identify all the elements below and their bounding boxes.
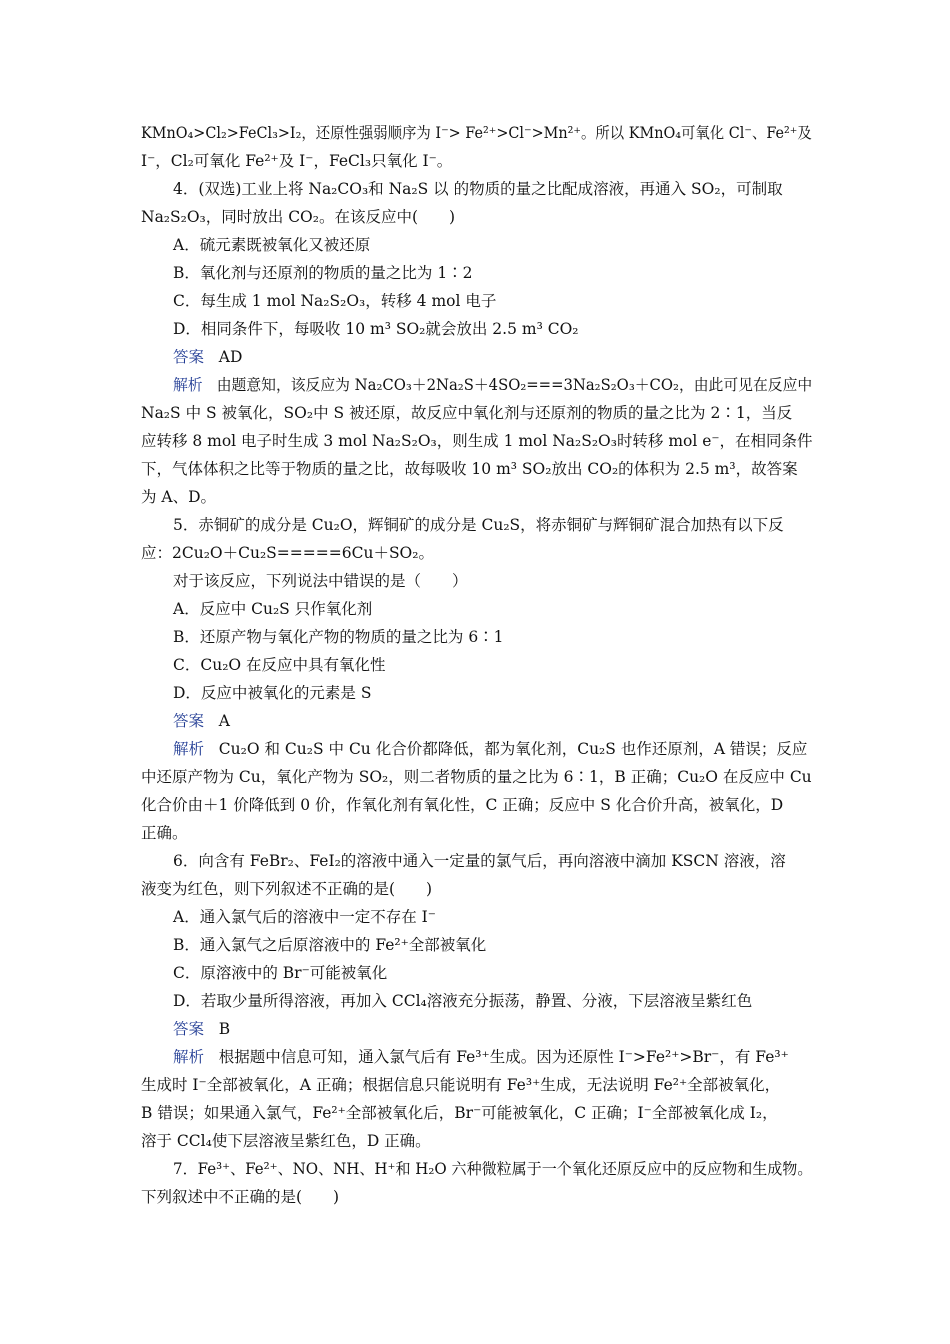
question-6-option-b: B．通入氯气之后原溶液中的 Fe²⁺全部被氧化 bbox=[173, 936, 487, 954]
question-5-option-c: C．Cu₂O 在反应中具有氧化性 bbox=[173, 656, 386, 674]
question-5-prompt: 对于该反应，下列说法中错误的是（ ） bbox=[173, 572, 468, 590]
question-6-stem: 6．向含有 FeBr₂、FeI₂的溶液中通入一定量的氯气后，再向溶液中滴加 KSCN 溶液，溶 bbox=[173, 852, 786, 870]
question-5-option-a: A．反应中 Cu₂S 只作氧化剂 bbox=[173, 600, 373, 618]
analysis-label: 解析 bbox=[173, 740, 205, 758]
question-4-stem-cont: Na₂S₂O₃，同时放出 CO₂。在该反应中( ) bbox=[141, 208, 456, 226]
answer-label: 答案 bbox=[173, 1020, 205, 1038]
analysis-label: 解析 bbox=[173, 376, 203, 394]
text-line: 下，气体体积之比等于物质的量之比，故每吸收 10 m³ SO₂放出 CO₂的体积为 2.5 m³，故答案 bbox=[141, 460, 798, 478]
question-5-stem: 5．赤铜矿的成分是 Cu₂O，辉铜矿的成分是 Cu₂S，将赤铜矿与辉铜矿混合加热有以下反 bbox=[173, 516, 784, 534]
question-5-analysis bbox=[173, 739, 807, 759]
analysis-label: 解析 bbox=[173, 1048, 205, 1066]
text-line: 中还原产物为 Cu，氧化产物为 SO₂，则二者物质的量之比为 6∶1，B 正确；Cu₂O 在反应中 Cu bbox=[141, 768, 812, 786]
question-6-analysis bbox=[173, 1047, 789, 1067]
analysis-text: 由题意知，该反应为 Na₂CO₃＋2Na₂S＋4SO₂===3Na₂S₂O₃＋CO₂，由此可见在反应中 bbox=[216, 376, 813, 394]
question-6-option-c: C．原溶液中的 Br⁻可能被氧化 bbox=[173, 964, 388, 982]
question-7-stem-cont: 下列叙述中不正确的是( ) bbox=[141, 1188, 340, 1206]
question-4-answer bbox=[173, 347, 242, 367]
text-line: 正确。 bbox=[141, 824, 188, 842]
question-5-equation: 应：2Cu₂O＋Cu₂S=====6Cu＋SO₂。 bbox=[141, 544, 434, 562]
analysis-text: Cu₂O 和 Cu₂S 中 Cu 化合价都降低，都为氧化剂，Cu₂S 也作还原剂，A 错误；反应 bbox=[218, 740, 808, 758]
text-line: Na₂S 中 S 被氧化，SO₂中 S 被还原，故反应中氧化剂与还原剂的物质的量之比为 2∶1，当反 bbox=[141, 404, 793, 422]
text-line: KMnO₄>Cl₂>FeCl₃>I₂，还原性强弱顺序为 I⁻> Fe²⁺>Cl⁻>Mn²⁺。所以 KMnO₄可氧化 Cl⁻、Fe²⁺及 bbox=[141, 124, 812, 142]
question-4-option-b: B．氧化剂与还原剂的物质的量之比为 1∶2 bbox=[173, 264, 473, 282]
question-5-option-b: B．还原产物与氧化产物的物质的量之比为 6∶1 bbox=[173, 628, 504, 646]
answer-value: A bbox=[218, 712, 230, 730]
question-4-analysis bbox=[173, 375, 812, 395]
text-line: 生成时 I⁻全部被氧化，A 正确；根据信息只能说明有 Fe³⁺生成，无法说明 Fe²⁺全部被氧化， bbox=[141, 1076, 781, 1094]
question-6-stem-cont: 液变为红色，则下列叙述不正确的是( ) bbox=[141, 880, 433, 898]
text-line: 化合价由＋1 价降低到 0 价，作氧化剂有氧化性，C 正确；反应中 S 化合价升高，被氧化，D bbox=[141, 796, 784, 814]
question-5-option-d: D．反应中被氧化的元素是 S bbox=[173, 684, 372, 702]
question-6-option-d: D．若取少量所得溶液，再加入 CCl₄溶液充分振荡，静置、分液，下层溶液呈紫红色 bbox=[173, 992, 753, 1010]
text-line: B 错误；如果通入氯气，Fe²⁺全部被氧化后，Br⁻可能被氧化，C 正确；I⁻全部被氧化成 I₂， bbox=[141, 1104, 778, 1122]
text-line: I⁻，Cl₂可氧化 Fe²⁺及 I⁻，FeCl₃只氧化 I⁻。 bbox=[141, 152, 453, 170]
question-5-answer bbox=[173, 711, 230, 731]
question-4-stem: 4．(双选)工业上将 Na₂CO₃和 Na₂S 以 的物质的量之比配成溶液，再通入 SO₂，可制取 bbox=[173, 180, 783, 198]
question-4-option-a: A．硫元素既被氧化又被还原 bbox=[173, 236, 371, 254]
question-7-stem: 7．Fe³⁺、Fe²⁺、NO、NH、H⁺和 H₂O 六种微粒属于一个氧化还原反应中的反应物和生成物。 bbox=[173, 1160, 813, 1178]
text-line: 溶于 CCl₄使下层溶液呈紫红色，D 正确。 bbox=[141, 1132, 431, 1150]
question-4-option-c: C．每生成 1 mol Na₂S₂O₃，转移 4 mol 电子 bbox=[173, 292, 497, 310]
answer-label: 答案 bbox=[173, 712, 205, 730]
question-6-answer bbox=[173, 1019, 230, 1039]
text-line: 为 A、D。 bbox=[141, 488, 217, 506]
answer-value: B bbox=[218, 1020, 231, 1038]
answer-label: 答案 bbox=[173, 348, 205, 366]
question-6-option-a: A．通入氯气后的溶液中一定不存在 I⁻ bbox=[173, 908, 436, 926]
question-4-option-d: D．相同条件下，每吸收 10 m³ SO₂就会放出 2.5 m³ CO₂ bbox=[173, 320, 579, 338]
answer-value: AD bbox=[218, 348, 243, 366]
text-line: 应转移 8 mol 电子时生成 3 mol Na₂S₂O₃，则生成 1 mol Na₂S₂O₃时转移 mol e⁻，在相同条件 bbox=[141, 432, 813, 450]
analysis-text: 根据题中信息可知，通入氯气后有 Fe³⁺生成。因为还原性 I⁻>Fe²⁺>Br⁻，有 Fe³⁺ bbox=[218, 1048, 789, 1066]
